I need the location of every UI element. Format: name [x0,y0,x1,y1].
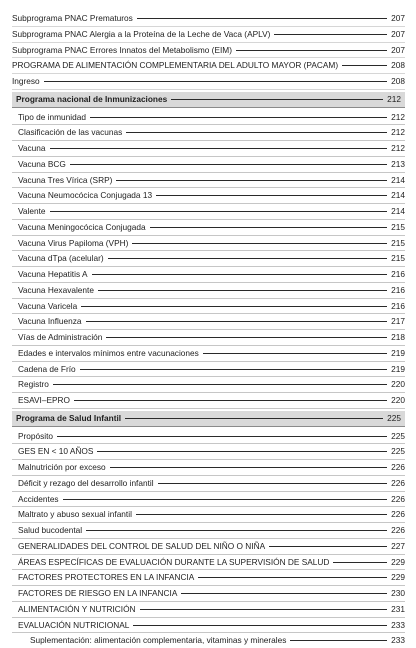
toc-entry-label: Vacuna Varicela [18,300,78,311]
dot-leader [181,593,387,594]
toc-page-number: 214 [391,190,405,201]
toc-page-number: 215 [391,253,405,264]
dot-leader [140,609,387,610]
toc-entry-label: EVALUACIÓN NUTRICIONAL [18,619,130,630]
toc-entry[interactable] [12,58,405,74]
dot-leader [269,546,387,547]
toc-entry-label: Vacuna Influenza [18,316,82,327]
dot-leader [70,164,387,165]
toc-entry-label: Subprograma PNAC Prematuros [12,13,133,23]
dot-leader [57,436,387,437]
dot-leader [86,321,387,322]
toc-entry-label: FACTORES DE RIESGO EN LA INFANCIA [18,588,178,598]
toc-page-number: 214 [391,174,405,185]
toc-entry[interactable] [12,125,405,141]
toc-entry[interactable] [12,602,405,618]
toc-entry-label: FACTORES PROTECTORES EN LA INFANCIA [18,572,195,583]
toc-page-number: 216 [391,300,405,311]
toc-page-number: 226 [391,477,405,488]
dot-leader [133,625,387,626]
toc-entry-label: Vías de Administración [18,332,103,342]
toc-entry-label: GES EN < 10 AÑOS [18,446,94,457]
toc-entry[interactable] [12,299,405,315]
toc-entry-label: Clasificación de las vacunas [18,127,123,138]
toc-entry-label: Vacuna dTpa (acelular) [18,253,104,264]
dot-leader [90,117,387,118]
toc-entry-label: Vacuna Hexavalente [18,284,94,295]
toc-entry[interactable] [12,570,405,586]
toc-page-number: 227 [391,540,405,551]
toc-entry[interactable] [12,236,405,252]
toc-entry[interactable] [12,507,405,523]
toc-entry-label: ESAVI–EPRO [18,395,70,405]
dot-leader [126,132,387,133]
dot-leader [156,195,387,196]
toc-page-number: 216 [391,269,405,279]
toc-page-number: 231 [391,603,405,614]
toc-entry-label: Vacuna Neumocócica Conjugada 13 [18,190,153,201]
toc-page-number: 207 [391,28,405,39]
toc-page-number: 220 [391,395,405,405]
toc-sub-entry[interactable] [12,633,405,648]
toc-entry-label: Ingreso [12,76,40,86]
toc-entry[interactable] [12,555,405,571]
toc-entry[interactable] [12,267,405,283]
toc-entry-label: Déficit y rezago del desarrollo infantil [18,477,154,488]
toc-entry[interactable] [12,476,405,492]
toc-entry[interactable] [12,346,405,362]
dot-leader [50,148,387,149]
toc-page-number: 212 [391,111,405,122]
toc-section-immunizations[interactable] [12,92,405,108]
toc-entry-label: ÁREAS ESPECÍFICAS DE EVALUACIÓN DURANTE LA SUPERVISIÓN DE SALUD [18,556,330,567]
toc-page-number: 215 [391,221,405,232]
dot-leader [44,81,387,82]
toc-entry-label: Subprograma PNAC Alergia a la Proteína de la Leche de Vaca (APLV) [12,28,271,39]
toc-entry[interactable] [12,157,405,173]
toc-entry[interactable] [12,141,405,157]
dot-leader [108,258,387,259]
toc-entry-label: Registro [18,379,49,390]
toc-page-number: 225 [391,430,405,441]
toc-entry[interactable] [12,377,405,393]
toc-section-child-health[interactable] [12,411,405,427]
toc-page-number: 229 [391,572,405,583]
toc-page-number: 225 [387,412,401,423]
toc-entry-label: GENERALIDADES DEL CONTROL DE SALUD DEL NIÑO O NIÑA [18,540,266,551]
toc-page-number: 219 [391,347,405,358]
toc-entry-label: Vacuna Meningocócica Conjugada [18,221,146,232]
toc-page-number: 226 [391,462,405,472]
toc-page-number: 233 [391,619,405,630]
toc-entry-label: Subprograma PNAC Errores Innatos del Metabolismo (EIM) [12,44,232,55]
toc-entry-label: Maltrato y abuso sexual infantil [18,509,132,520]
dot-leader [50,211,387,212]
toc-entry-label: ALIMENTACIÓN Y NUTRICIÓN [18,603,136,614]
toc-entry[interactable] [12,43,405,59]
toc-page-number: 226 [391,509,405,520]
toc-entry-label: Salud bucodental [18,525,83,535]
toc-page-number: 230 [391,588,405,598]
dot-leader [81,306,387,307]
toc-page-number: 226 [391,525,405,535]
toc-entry[interactable] [12,362,405,378]
toc-page-number: 225 [391,446,405,457]
toc-entry-label: Propósito [18,430,54,441]
toc-page-number: 226 [391,493,405,504]
toc-page-number: 212 [391,143,405,153]
toc-entry[interactable] [12,586,405,602]
toc-entry[interactable] [12,11,405,27]
toc-entry[interactable] [12,618,405,634]
toc-entry-label: Vacuna Hepatitis A [18,269,88,279]
toc-entry-label: Edades e intervalos mínimos entre vacunaciones [18,347,199,358]
toc-entry[interactable] [12,27,405,43]
toc-page-number: 220 [391,379,405,390]
toc-page-number: 207 [391,44,405,55]
toc-page-number: 213 [391,158,405,169]
dot-leader [97,451,387,452]
toc-page-number: 212 [391,127,405,138]
toc-page-number: 208 [391,76,405,86]
toc-entry[interactable] [12,283,405,299]
dot-leader [236,50,387,51]
dot-leader [137,18,387,19]
toc-page-number: 233 [391,635,405,646]
toc-entry[interactable] [12,188,405,204]
toc-page-number: 207 [391,13,405,23]
toc-entry-label: Accidentes [18,493,59,504]
toc-page-number: 212 [387,93,401,104]
dot-leader [136,514,387,515]
toc-entry[interactable] [12,204,405,220]
toc-entry[interactable] [12,74,405,90]
dot-leader [116,180,387,181]
toc-entry[interactable] [12,330,405,346]
dot-leader [203,353,387,354]
toc-page-number: 229 [391,556,405,567]
dot-leader [290,640,387,641]
dot-leader [171,99,383,100]
dot-leader [150,227,387,228]
toc-entry-label: Malnutrición por exceso [18,462,106,472]
dot-leader [333,562,387,563]
toc-entry-label: Vacuna [18,143,46,153]
toc-page-number: 216 [391,284,405,295]
toc-page-number: 219 [391,363,405,374]
toc-page-number: 215 [391,237,405,248]
dot-leader [132,243,387,244]
dot-leader [92,274,388,275]
toc-entry-label: Valente [18,206,46,216]
toc-entry[interactable] [12,220,405,236]
dot-leader [63,499,387,500]
toc-entry[interactable] [12,314,405,330]
toc-page-number: 217 [391,316,405,327]
toc-entry[interactable] [12,492,405,508]
toc-entry[interactable] [12,444,405,460]
toc-section-label: Programa de Salud Infantil [16,412,122,423]
toc-section-label: Programa nacional de Inmunizaciones [16,93,168,104]
toc-entry-label: Tipo de inmunidad [18,111,86,122]
dot-leader [80,369,387,370]
dot-leader [53,384,387,385]
dot-leader [110,467,387,468]
dot-leader [198,577,387,578]
toc-entry[interactable] [12,173,405,189]
toc-entry-label: Suplementación: alimentación complementaria, vitaminas y minerales [30,635,287,646]
toc-entry[interactable] [12,251,405,267]
toc-entry-label: Vacuna BCG [18,158,66,169]
toc-entry[interactable] [12,110,405,126]
toc-page-number: 214 [391,206,405,216]
dot-leader [274,34,387,35]
toc-entry[interactable] [12,460,405,476]
toc-entry-label: Vacuna Tres Vírica (SRP) [18,174,113,185]
toc-page-number: 208 [391,60,405,71]
toc-entry[interactable] [12,429,405,445]
dot-leader [125,418,383,419]
toc-entry[interactable] [12,393,405,409]
dot-leader [342,65,387,66]
dot-leader [106,337,387,338]
toc-entry-label: Vacuna Virus Papiloma (VPH) [18,237,129,248]
toc-entry-label: PROGRAMA DE ALIMENTACIÓN COMPLEMENTARIA DEL ADULTO MAYOR (PACAM) [12,60,339,71]
dot-leader [158,483,387,484]
dot-leader [86,530,387,531]
toc-entry[interactable] [12,523,405,539]
toc-entry-label: Cadena de Frío [18,363,76,374]
toc-page-number: 218 [391,332,405,342]
toc-entry[interactable] [12,539,405,555]
dot-leader [98,290,387,291]
dot-leader [74,400,387,401]
